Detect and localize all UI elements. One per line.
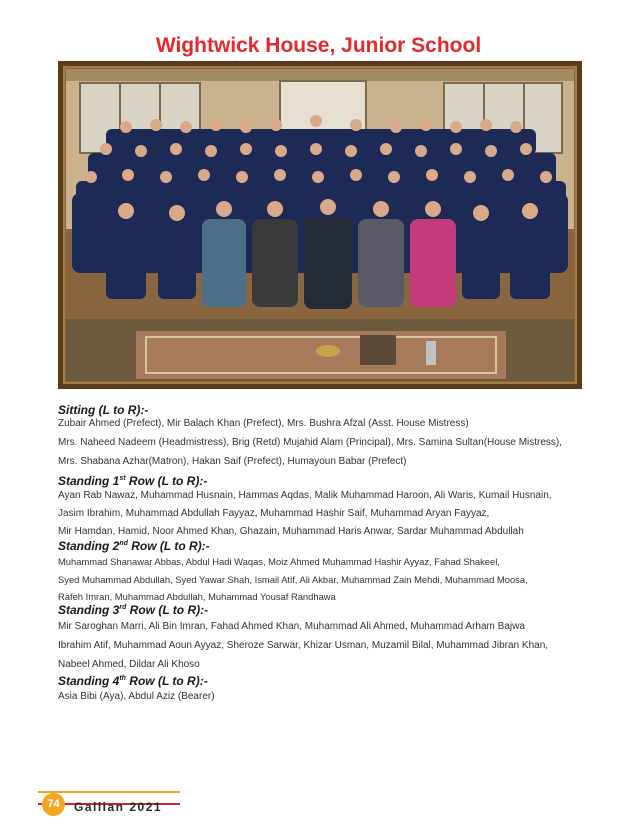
standing2-suffix: :-: [201, 539, 210, 553]
page-number: 74: [42, 793, 65, 816]
standing3-names: [58, 617, 598, 674]
standing3-line-3: Nabeel Ahmed, Dildar Ali Khoso: [58, 659, 200, 670]
standing1-rest: Row (L to R): [125, 474, 200, 488]
standing2-names: [58, 553, 598, 606]
standing4-heading: [58, 674, 208, 688]
standing1-suffix: :-: [199, 474, 208, 488]
standing3-prefix: Standing 3: [58, 603, 120, 617]
publication-name: Gallian 2021: [74, 800, 163, 814]
standing2-line-1: Muhammad Shanawar Abbas, Abdul Hadi Waqas, Moiz Ahmed Muhammad Hashir Ayyaz, Fahad Shakeel,: [58, 556, 500, 567]
standing2-sup: nd: [119, 540, 128, 547]
group-photo-icon: [66, 69, 574, 381]
standing3-sup: rd: [119, 604, 127, 611]
standing4-prefix: Standing 4: [58, 674, 120, 688]
standing1-prefix: Standing 1: [58, 474, 120, 488]
sitting-heading-text: Sitting (L to R): [58, 403, 141, 417]
standing3-heading: [58, 603, 208, 617]
standing4-line-1: Asia Bibi (Aya), Abdul Aziz (Bearer): [58, 691, 215, 702]
standing2-rest: Row (L to R): [127, 539, 202, 553]
standing3-line-2: Ibrahim Atif, Muhammad Aoun Ayyaz, Sheroze Sarwar, Khizar Usman, Muzamil Bilal, Muhammad Jibran Khan,: [58, 640, 549, 651]
standing1-names: [58, 487, 598, 541]
sitting-line-1: Zubair Ahmed (Prefect), Mir Balach Khan (Prefect), Mrs. Bushra Afzal (Asst. House Mistress): [58, 418, 469, 429]
standing3-line-1: Mir Saroghan Marri, Ali Bin Imran, Fahad Ahmed Khan, Muhammad Ali Ahmed, Muhammad Arham Bajwa: [58, 621, 525, 632]
standing4-suffix: :-: [199, 674, 208, 688]
standing2-prefix: Standing 2: [58, 539, 120, 553]
sitting-line-3: Mrs. Shabana Azhar(Matron), Hakan Saif (Prefect), Humayoun Babar (Prefect): [58, 456, 407, 467]
standing4-sup: th: [119, 675, 126, 682]
sitting-line-2: Mrs. Naheed Nadeem (Headmistress), Brig (Retd) Mujahid Alam (Principal), Mrs. Samina Sultan(House Mistress),: [58, 437, 563, 448]
standing2-line-2: Syed Muhammad Abdullah, Syed Yawar Shah, Ismail Atif, Ali Akbar, Muhammad Zain Mehdi, Muhammad Moosa,: [58, 573, 528, 585]
standing1-sup: st: [119, 475, 126, 482]
standing2-line-3: Rafeh Imran, Muhammad Abdullah, Muhammad Yousaf Randhawa: [58, 591, 336, 602]
group-photo: [58, 61, 582, 389]
sitting-heading-suffix: :-: [140, 403, 149, 417]
standing4-rest: Row (L to R): [125, 674, 200, 688]
sitting-names: [58, 414, 598, 471]
standing3-suffix: :-: [200, 603, 209, 617]
standing1-line-1: Ayan Rab Nawaz, Muhammad Husnain, Hammas Aqdas, Malik Muhammad Haroon, Ali Waris, Kumail Husnain,: [58, 490, 552, 501]
standing1-line-2: Jasim Ibrahim, Muhammad Abdullah Fayyaz, Muhammad Hashir Saif, Muhammad Aryan Fayyaz,: [58, 508, 490, 519]
page-title: Wightwick House, Junior School: [155, 34, 482, 57]
standing3-rest: Row (L to R): [126, 603, 201, 617]
standing2-heading: [58, 539, 210, 553]
standing4-names: [58, 688, 598, 706]
standing1-heading: [58, 474, 207, 488]
standing1-line-3: Mir Hamdan, Hamid, Noor Ahmed Khan, Ghazain, Muhammad Haris Anwar, Sardar Muhammad Abdullah: [58, 526, 524, 537]
